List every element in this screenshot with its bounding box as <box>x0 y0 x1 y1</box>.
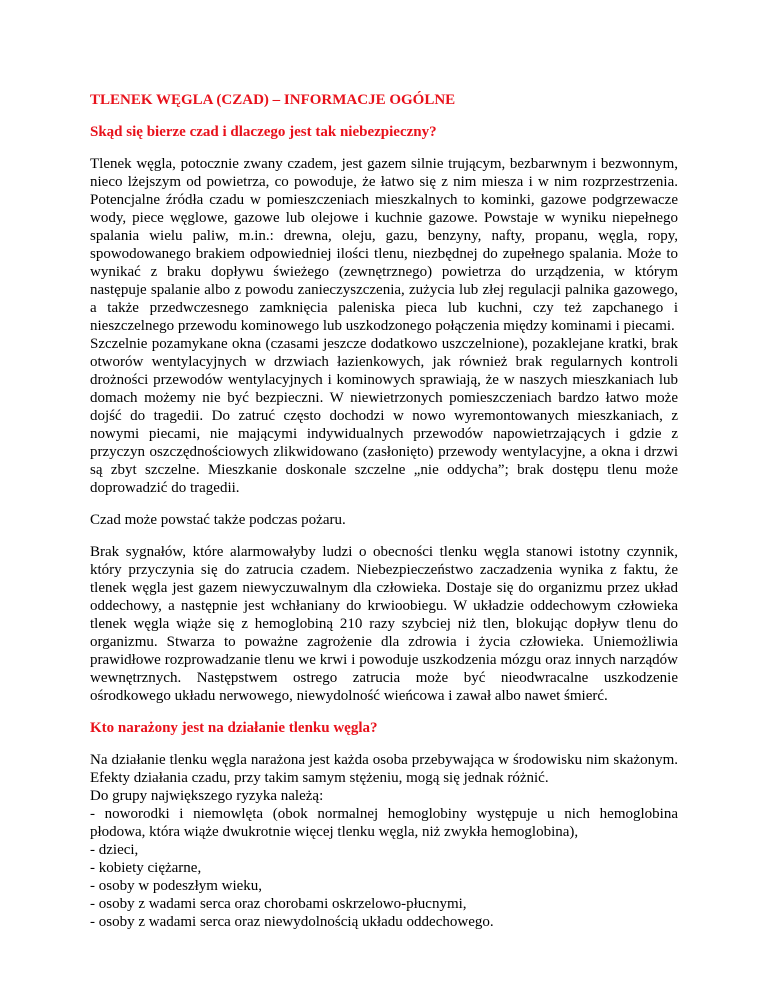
list-item: - kobiety ciężarne, <box>90 860 202 876</box>
list-item: - osoby z wadami serca oraz niewydolnością układu oddechowego. <box>90 914 494 930</box>
paragraph-text: Tlenek węgla, potocznie zwany czadem, jest gazem silnie trującym, bezbarwnym i bezwonnym, nieco lżejszym od powietrza, co powoduje, że łatwo się z nim miesza i w nim rozprzestrzenia. Potencjalne źródła czadu w pomieszczeniach mieszkalnych to kominki, gazowe podgrzewacze wody, piece węglowe, gazowe lub olejowe i kuchnie gazowe. Powstaje w wyniku niepełnego spalania wielu paliw, m.in.: drewna, oleju, gazu, benzyny, nafty, propanu, węgla, ropy, spowodowanego brakiem odpowiedniej ilości tlenu, niezbędnej do zupełnego spalania. Może to wynikać z braku dopływu świeżego (zewnętrznego) powietrza do urządzenia, w którym następuje spalanie albo z powodu zanieczyszczenia, zużycia lub złej regulacji palnika gazowego, a także przedwczesnego zamknięcia paleniska pieca lub kuchni, czy też zapchanego i nieszczelnego przewodu kominowego lub uszkodzonego połączenia między kominami i piecami. <box>90 156 678 334</box>
paragraph-risk-groups <box>90 751 678 931</box>
section-heading-risk-groups: Kto narażony jest na działanie tlenku węgla? <box>90 720 378 736</box>
document-title: TLENEK WĘGLA (CZAD) – INFORMACJE OGÓLNE <box>90 92 456 108</box>
paragraph-text: Do grupy największego ryzyka należą: <box>90 788 324 804</box>
paragraph-danger: Brak sygnałów, które alarmowałyby ludzi o obecności tlenku węgla stanowi istotny czynnik, który przyczynia się do zatrucia czadem. Niebezpieczeństwo zaczadzenia wynika z faktu, że tlenek węgla jest gazem niewyczuwalnym dla człowieka. Dostaje się do organizmu przez układ oddechowy, a następnie jest wchłaniany do krwioobiegu. W układzie oddechowym człowieka tlenek węgla wiąże się z hemoglobiną 210 razy szybciej niż tlen, blokując dopływ tlenu do organizmu. Stwarza to poważne zagrożenie dla zdrowia i życia człowieka. Uniemożliwia prawidłowe rozprowadzanie tlenu we krwi i powoduje uszkodzenia mózgu oraz innych narządów wewnętrznych. Następstwem ostrego zatrucia może być nieodwracalne uszkodzenie ośrodkowego układu nerwowego, niewydolność wieńcowa i zawał albo nawet śmierć. <box>90 544 678 704</box>
paragraph-fire: Czad może powstać także podczas pożaru. <box>90 512 346 528</box>
section-heading-sources: Skąd się bierze czad i dlaczego jest tak niebezpieczny? <box>90 124 437 140</box>
list-item: - osoby w podeszłym wieku, <box>90 878 263 894</box>
list-item: - noworodki i niemowlęta (obok normalnej hemoglobiny występuje u nich hemoglobina płodowa, która wiąże dwukrotnie więcej tlenku węgla, niż zwykła hemoglobina), <box>90 806 678 840</box>
paragraph-text: Na działanie tlenku węgla narażona jest każda osoba przebywająca w środowisku nim skażonym. Efekty działania czadu, przy takim samym stężeniu, mogą się jednak różnić. <box>90 752 678 786</box>
document-page <box>90 91 678 931</box>
list-item: - dzieci, <box>90 842 139 858</box>
risk-group-list <box>90 805 678 931</box>
paragraph-sources <box>90 155 678 497</box>
paragraph-text: Szczelnie pozamykane okna (czasami jeszcze dodatkowo uszczelnione), pozaklejane kratki, brak otworów wentylacyjnych w drzwiach łazienkowych, jak również brak regularnych kontroli drożności przewodów wentylacyjnych i kominowych sprawiają, że w naszych mieszkaniach lub domach możemy nie być bezpieczni. W niewietrzonych pomieszczeniach bardzo łatwo może dojść do tragedii. Do zatruć często dochodzi w nowo wyremontowanych mieszkaniach, z nowymi piecami, nie mającymi indywidualnych przewodów napowietrzających i gdzie z przyczyn oszczędnościowych zlikwidowano (zasłonięto) przewody wentylacyjne, a okna i drzwi są zbyt szczelne. Mieszkanie doskonale szczelne „nie oddycha”; brak dostępu tlenu może doprowadzić do tragedii. <box>90 336 678 496</box>
list-item: - osoby z wadami serca oraz chorobami oskrzelowo-płucnymi, <box>90 896 467 912</box>
